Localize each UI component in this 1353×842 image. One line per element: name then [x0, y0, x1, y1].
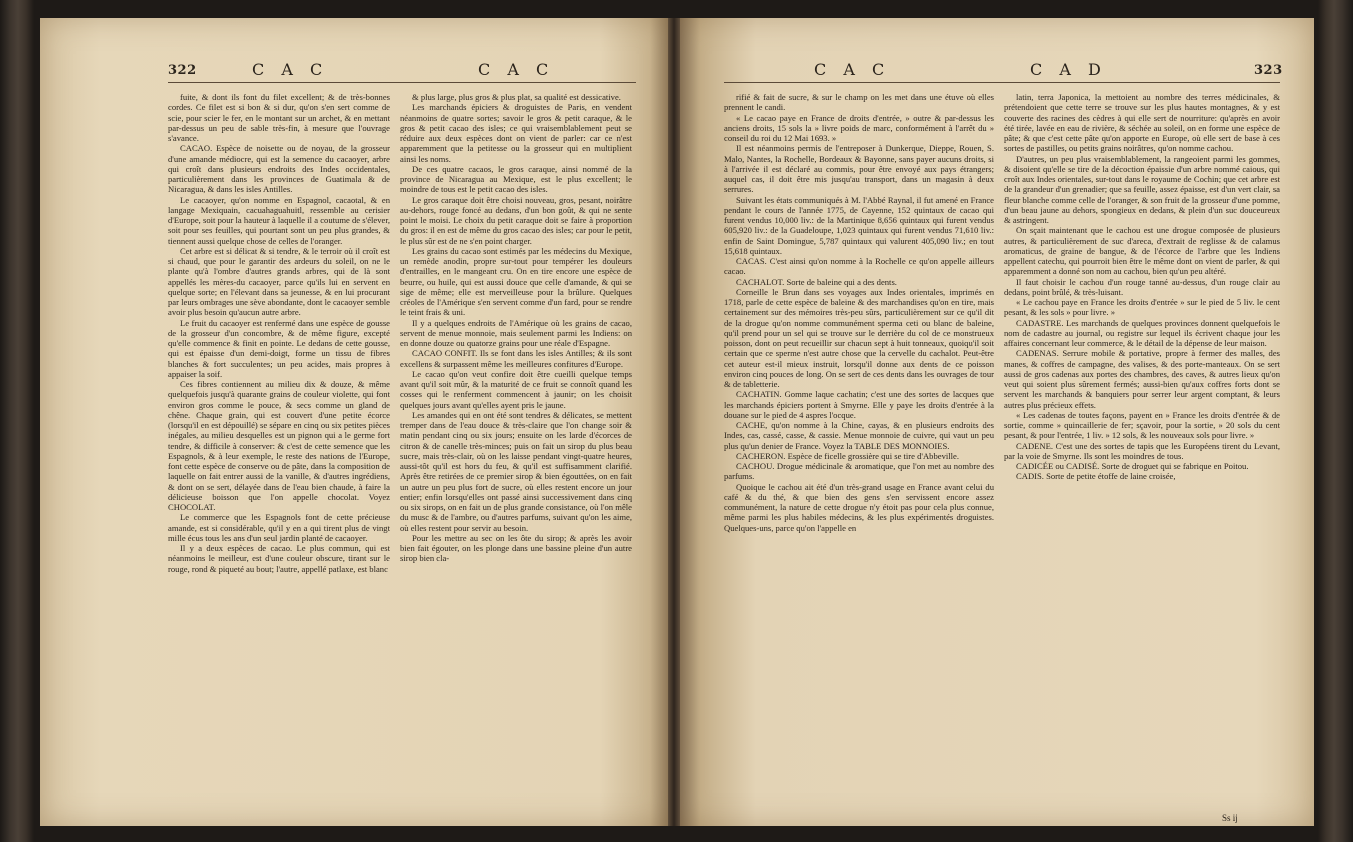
paragraph: CADICÉE ou CADISÉ. Sorte de droguet qui se fabrique en Poitou. — [1016, 461, 1249, 471]
paragraph: latin, terra Japonica, la mettoient au nombre des terres médicinales, & prétendoient que cette terre se trouve sur les plus hautes montagnes, & y est couverte des racines des cèdres à qui elle sert de nourriture: qu'après en avoir été tirée, lavée en eau de rivière, & séchée au soleil, on en forme une espèce de pâte; & que c'est cette pâte qu'on apporte en Europe, où elle sert de base à ces sortes de pastilles, ou petits grains noirâtres, qu'on nomme cachou. — [1004, 92, 1280, 154]
paragraph: Les marchands épiciers & droguistes de Paris, en vendent néanmoins de quatre sortes; savoir le gros & petit caraque, & le gros & petit cacao des isles; ce qui vraisemblablement peut se réduire aux deux espèces dont on vient de parler: car ce n'est apparemment que la petitesse ou la grosseur qui en multiplient ainsi les noms. — [400, 102, 632, 164]
paragraph: Les grains du cacao sont estimés par les médecins du Mexique, un remède anodin, propre sur-tout pour tempérer les douleurs d'entrailles, en le mangeant cru. On en tire encore une espèce de beurre, ou huile, qui est aussi douce que celle d'amande, & qui se sige de même; elle est merveilleuse pour la brûlure. Quelques créoles de l'Amérique s'en servent comme d'un fard, pour se rendre le teint frais & uni. — [400, 245, 632, 318]
paragraph: On sçait maintenant que le cachou est une drogue composée de plusieurs autres, & particulièrement de suc d'areca, d'extrait de reglisse & de calamus aromaticus, de graine de bangue, & de l'écorce de l'arbre que les Indiens appellent catechu, qui pourroit bien être le même dont on vient de parler, & qui apparemment a donné son nom au cachou, bien qu'un peu altéré. — [1004, 225, 1280, 277]
book-gutter — [668, 18, 680, 826]
paragraph: CACHALOT. Sorte de baleine qui a des dents. — [736, 276, 897, 287]
paragraph: « Les cadenas de toutes façons, payent en » France les droits d'entrée & de sortie, comme » quincaillerie de fer; sçavoir, pour la sortie, » 20 sols du cent pesant, & pour l'entrée, 1 liv. » 12 sols, & les nouveaux sols pour livre. » — [1004, 409, 1280, 441]
paragraph: Le gros caraque doit être choisi nouveau, gros, pesant, noirâtre au-dehors, rouge foncé au dedans, d'un bon goût, & qui ne sente point le moisi. Le choix du petit caraque doit se faire à proportion du gros: il en est de même du gros cacao des isles; car pour le petit, le plus sûr est de ne s'en point charger. — [400, 194, 632, 246]
paragraph: Suivant les états communiqués à M. l'Abbé Raynal, il fut amené en France pendant le cours de l'année 1775, de Cayenne, 152 quintaux de cacao qui furent vendus 10,000 liv.: de la Martinique 8,656 quintaux qui furent vendus 605,920 liv.: de la Guadeloupe, 1,023 quintaux qui furent vendus 71,610 liv.: enfin de Saint Domingue, 5,787 quintaux qui valurent 405,090 liv.; en tout 15,618 quintaux. — [724, 194, 994, 256]
right-column-2 — [1004, 92, 1280, 814]
right-head-rule — [724, 82, 1280, 83]
paragraph: CACHOU. Drogue médicinale & aromatique, que l'on met au nombre des parfums. — [724, 461, 994, 482]
left-running-head-2: C A C — [478, 60, 555, 79]
paragraph: Cet arbre est si délicat & si tendre, & le terroir où il croît est si chaud, que pour le garantir des ardeurs du soleil, on ne le plante qu'à l'ombre d'autres grands arbres, qui de là sont appellés les mères-du cacaoyer, parce qu'ils lui en servent en quelque sorte; en l'élevant dans sa jeunesse, & en lui procurant par leurs ombrages une sève abondante, dont le cacaoyer semble avoir plus besoin qu'aucun autre arbre. — [168, 245, 390, 318]
paragraph: « Le cacao paye en France de droits d'entrée, » outre & par-dessus les anciens droits, 15 sols la » livre poids de marc, conformément à l'arrêt du » conseil du roi du 12 Mai 1693. » — [724, 112, 994, 143]
paragraph: De ces quatre cacaos, le gros caraque, ainsi nommé de la province de Nicaragua au Mexique, est le plus excellent; le moindre de tous est le petit cacao des isles. — [400, 163, 632, 195]
paragraph: CACHERON. Espèce de ficelle grossière qui se tire d'Abbeville. — [736, 450, 960, 461]
right-column-1 — [724, 92, 994, 814]
paragraph: CADASTRE. Les marchands de quelques provinces donnent quelquefois le nom de cadastre au journal, ou registre sur lequel ils écrivent chaque jour les affaires concernant leur commerce, & le détail de la dépense de leur maison. — [1004, 317, 1280, 348]
left-head-rule — [168, 82, 636, 83]
paragraph: Il faut choisir le cachou d'un rouge tanné au-dessus, d'un rouge clair au dedans, point brûlé, & très-luisant. — [1004, 276, 1280, 297]
paragraph: « Le cachou paye en France les droits d'entrée » sur le pied de 5 liv. le cent pesant, & les sols » pour livre. » — [1004, 297, 1280, 318]
paragraph: Les amandes qui en ont été sont tendres & délicates, se mettent tremper dans de l'eau douce & très-claire que l'on change soir & matin pendant cinq ou six jours; ensuite on les larde d'écorces de citron & de canelle très-minces; puis on fait un sirop du plus beau sucre, mais très-clair, où on les laisse pendant vingt-quatre heures, aussi-tôt qu'il est hors du feu, & qu'il est suffisamment clarifié. Après être retirées de ce premier sirop & bien égouttées, on en fait un autre un peu plus fort de sucre, où elles restent encore un jour entier; enfin lorsqu'elles ont passé ainsi successivement dans cinq ou six sirops, on en fait un de plus grande consistance, où l'on mêle du musc & de l'ambre, ou d'autres parfums, suivant qu'on les aime, où elles restent pour servir au besoin. — [400, 409, 632, 533]
paragraph: Pour les mettre au sec on les ôte du sirop; & après les avoir bien fait égouter, on les plonge dans une bassine pleine d'un autre sirop bien cla- — [400, 532, 632, 564]
paragraph: CACHATIN. Gomme laque cachatin; c'est une des sortes de lacques que les marchands épiciers portent à Smyrne. Elle y paye les droits d'entrée à la douane sur le pied de 4 aspres l'ocque. — [724, 389, 994, 420]
paragraph: CADENAS. Serrure mobile & portative, propre à fermer des malles, des manes, & coffres de campagne, des valises, & des porte-manteaux. On se sert aussi de gros cadenas aux portes des chambres, des caves, & autres lieux qu'on veut qui soient plus sûrement fermés; aussi-bien qu'aux coffres forts dont se servent les marchands & banquiers pour serrer leur argent comptant, & leurs autres plus précieux effets. — [1004, 348, 1280, 410]
paragraph: CADENE. C'est une des sortes de tapis que les Européens tirent du Levant, par la voie de Smyrne. Ils sont les moindres de tous. — [1004, 440, 1280, 461]
right-page-number: 323 — [1254, 63, 1283, 78]
paragraph: CACAS. C'est ainsi qu'on nomme à la Rochelle ce qu'on appelle ailleurs cacao. — [724, 256, 994, 277]
paragraph: CADIS. Sorte de petite étoffe de laine croisée, — [1016, 471, 1176, 482]
paragraph: Il y a deux espèces de cacao. Le plus commun, qui est néanmoins le meilleur, est d'une couleur obscure, tirant sur le rouge, rond & piqueté au bout; l'autre, appellé patlaxe, est blanc — [168, 543, 390, 574]
signature-mark: Ss ij — [1222, 813, 1238, 823]
right-running-head-1: C A C — [814, 60, 891, 79]
paragraph: Corneille le Brun dans ses voyages aux Indes orientales, imprimés en 1718, parle de cette espèce de baleine & des marchandises qu'on en tire, mais certainement sur des mémoires très-peu sûrs, particulièrement sur ce qu'il dit de la drogue qu'on nomme communément sperma ceti ou blanc de baleine, qu'il prend pour un sel qui se trouve sur le derrière du col de ce monstrueux poisson, dont on peut recueillir sur chacun sept à huit tonneaux, quoiqu'il soit certain que ce sperme n'est autre chose que la cervelle du cachalot. Peut-être cet auteur est-il mieux instruit, lorsqu'il donne aux dents de ce poisson environ cinq pouces de long. On se sert de ces dents dans les ouvrages de tour & de tabletterie. — [724, 286, 994, 389]
paragraph: fuite, & dont ils font du filet excellent; & de très-bonnes cordes. Ce filet est si bon & si dur, qu'on s'en sert comme de scie, pour scier le fer, en le montant sur un archet, & en mettant par-dessus un peu de sable très-fin, à mesure que l'ouvrage s'avance. — [168, 92, 390, 143]
paragraph: Le commerce que les Espagnols font de cette précieuse amande, est si considérable, qu'il y en a qui tirent plus de vingt mille écus tous les ans d'un seul jardin planté de cacaoyer. — [168, 512, 390, 543]
paragraph: CACAO. Espèce de noisette ou de noyau, de la grosseur d'une amande médiocre, qui est la semence du cacaoyer, arbre qui croît dans plusieurs endroits des Indes occidentales, particulièrement dans les provinces de Guatimala & de Nicaragua, & dans les isles Antilles. — [168, 143, 390, 195]
paragraph: Ces fibres contiennent au milieu dix & douze, & même quelquefois jusqu'à quarante grains de couleur violette, qui font environ gros comme le pouce, & secs comme un gland de chêne. Chaque grain, qui est couvert d'une petite écorce (lorsqu'il en est dépouillé) se sépare en cinq ou six petites pièces inégales, au milieu desquelles est un pignon qui a le germe fort tendre, & difficile à conserver: & c'est de cette semence que les Espagnols, & à leur exemple, le reste des nations de l'Europe, font cette espèce de conserve ou de pâte, dans la composition de laquelle on fait entrer aussi de la vanille, & d'autres ingrédiens, & dont on se sert, délayée dans de l'eau bien chaude, à faire la délicieuse boisson que l'on appelle chocolat. Voyez CHOCOLAT. — [168, 379, 390, 512]
left-running-head-1: C A C — [252, 60, 329, 79]
paragraph: D'autres, un peu plus vraisemblablement, la rangeoient parmi les gommes, & disoient qu'elle se tire de la décoction épaissie d'un arbre nommé caious, qui croît aux Indes orientales, sur-tout dans le royaume de Cochin; que cet arbre est de la grandeur d'un grenadier; que sa feuille, assez épaisse, est d'un vert clair, sa fleur blanche comme celle de l'oranger, & son fruit de la grosseur d'une pomme, d'un beau jaune au dehors, spongieux en dedans, & plein d'un suc douceureux & astringent. — [1004, 153, 1280, 225]
left-column-2 — [400, 92, 632, 814]
paragraph: Le fruit du cacaoyer est renfermé dans une espèce de gousse de la grosseur d'un concombre, & de même figure, excepté qu'elle commence & finit en pointe. Le dedans de cette gousse, qui est épaisse d'un demi-doigt, forme un tissu de fibres blanches & fort succulentes; un peu acides, mais propres à appaiser la soif. — [168, 317, 390, 379]
paragraph: Il est néanmoins permis de l'entreposer à Dunkerque, Dieppe, Rouen, S. Malo, Nantes, la Rochelle, Bordeaux & Bayonne, sans payer aucuns droits, si à l'arrivée il est déclaré au commis, pour être envoyé aux pays étrangers; auquel cas, il doit être mis jusqu'au transport, dans un magasin à deux serrures. — [724, 143, 994, 195]
paragraph: Quoique le cachou ait été d'un très-grand usage en France avant celui du café & du thé, & que bien des gens s'en servissent encore assez communément, la nature de cette drogue n'y étoit pas pour cela plus connue, même parmi les plus habiles médecins, & les plus expérimentés droguistes. Quelques-uns, parce qu'on l'appelle en — [724, 481, 994, 533]
right-running-head-2: C A D — [1030, 60, 1107, 79]
paragraph: Le cacao qu'on veut confire doit être cueilli quelque temps avant qu'il soit mûr, & la maturité de ce fruit se connoît quand les cosses qui le renferment commencent à jaunir; on les choisit quelques jours avant qu'elles ayent pris le jaune. — [400, 368, 632, 410]
left-page-number: 322 — [168, 63, 197, 78]
paragraph: rifié & fait de sucre, & sur le champ on les met dans une étuve où elles prennent le candi. — [724, 92, 994, 113]
paragraph: CACAO CONFIT. Ils se font dans les isles Antilles; & ils sont excellens & surpassent même les meilleures confitures d'Europe. — [400, 348, 632, 369]
left-column-1 — [168, 92, 390, 814]
paragraph: CACHE, qu'on nomme à la Chine, cayas, & en plusieurs endroits des Indes, cas, cassé, casse, & cassie. Menue monnoie de cuivre, qui vaut un peu plus qu'un denier de France. Voyez la TABLE DES MONNOIES. — [724, 420, 994, 451]
paragraph: & plus large, plus gros & plus plat, sa qualité est dessicative. — [412, 92, 621, 102]
paragraph: Le cacaoyer, qu'on nomme en Espagnol, cacaotal, & en langage Mexiquain, cacuahaguahuitl, ressemble au cerisier d'Europe, soit pour la hauteur à laquelle il a coutume de s'élever, soit pour ses feuilles, qui pourtant sont un peu plus grandes, & tiennent aussi quelque chose de celles de l'oranger. — [168, 194, 390, 246]
paragraph: Il y a quelques endroits de l'Amérique où les grains de cacao, servent de menue monnoie, mais seulement parmi les Indiens: on en donne douze ou quatorze grains pour une réale d'Espagne. — [400, 317, 632, 348]
